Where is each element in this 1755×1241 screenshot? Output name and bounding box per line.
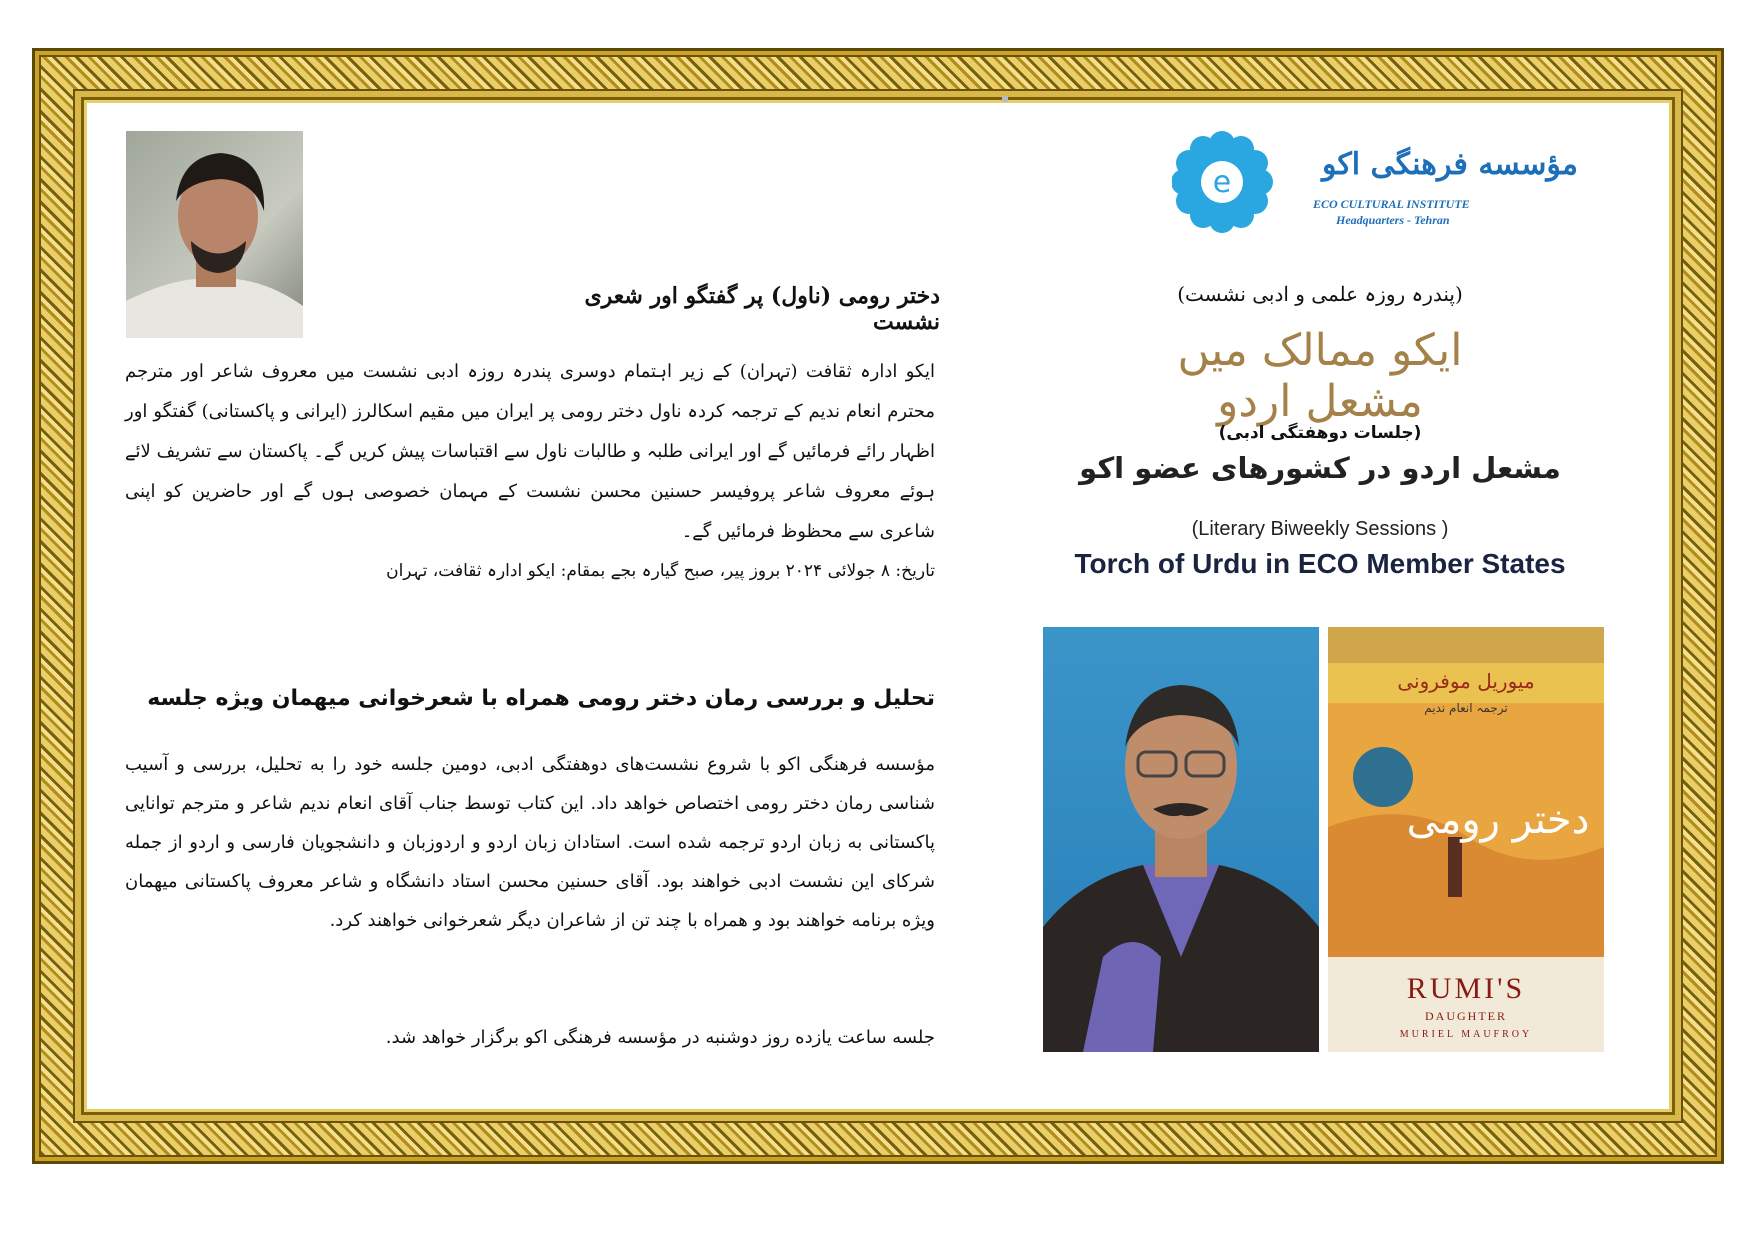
book-cover-image [1328,627,1604,1052]
fold-mark [1002,96,1008,102]
urdu-title: ایکو ممالک میں مشعل اردو [1177,325,1463,427]
urdu-subtitle: (پندرہ روزہ علمی و ادبی نشست) [1177,282,1463,306]
book-author-en: MURIEL MAUFROY [1399,1029,1533,1040]
book-title-urdu: دختر رومی [1406,797,1590,843]
english-title: Torch of Urdu in ECO Member States [1074,548,1566,579]
svg-text:e: e [1212,165,1232,200]
logo-name-en: ECO CULTURAL INSTITUTE [1313,197,1470,211]
persian-title: مشعل اردو در کشورهای عضو اکو [1079,451,1561,485]
persian-subtitle: (جلسات دوهفتگی ادبی) [1218,423,1422,443]
english-subtitle: (Literary Biweekly Sessions ) [1191,518,1449,540]
urdu-date-line: تاریخ: ۸ جولائی ۲۰۲۴ بروز پیر، صبح گیارہ بجے بمقام: ایکو ادارہ ثقافت، تہران [386,561,935,581]
persian-body: مؤسسه فرهنگی اکو با شروع نشست‌های دوهفتگی ادبی، دومین جلسه خود را به تحلیل، بررسی و آسیب شناسی رمان دختر رومی اختصاص خواهد داد. این کتاب توسط جناب آقای انعام ندیم شاعر و مترجم توانایی پاکستانی به زبان اردو ترجمه شده است. استادان زبان اردو و اردوزبان و دانشجویان فارسی و اردو از جمله شرکای این نشست ادبی خواهند بود. آقای حسنین محسن استاد دانشگاه و شاعر معروف پاکستانی میهمان ویژه برنامه خواهند بود و همراه با چند تن از شاعران دیگر شعرخوانی خواهند کرد. [125,754,935,931]
logo-location: Headquarters - Tehran [1336,213,1450,227]
persian-heading: تحلیل و بررسی رمان دختر رومی همراه با شعرخوانی میهمان ویژه جلسه [147,686,935,711]
book-title-en: RUMI'S [1406,972,1526,1005]
guest-portrait-photo [1043,627,1319,1052]
book-author-fa: میوریل موفرونی [1397,669,1535,693]
translator-portrait-photo [126,131,303,338]
urdu-heading: دختر رومی (ناول) پر گفتگو اور شعری نشست [584,283,940,335]
urdu-body: ایکو ادارہ ثقافت (تہران) کے زیر اہتمام دوسری پندرہ روزہ ادبی نشست میں معروف شاعر اور مترجم محترم انعام ندیم کے ترجمہ کردہ ناول دختر رومی پر ایران میں مقیم اسکالرز (ایرانی و پاکستانی) گفتگو اور اظہار رائے فرمائیں گے اور ایرانی طلبہ و طالبات ناول سے اقتباسات پیش کریں گے۔ پاکستان سے تشریف لائے ہوئے معروف شاعر پروفیسر حسنین محسن نشست کے مہمان خصوصی ہوں گے اور حاضرین کو اپنی شاعری سے محظوظ فرمائیں گے۔ [125,361,935,542]
logo-name-fa: مؤسسه فرهنگی اکو [1322,147,1578,182]
book-subtitle-en: DAUGHTER [1425,1009,1507,1023]
persian-footer: جلسه ساعت یازده روز دوشنبه در مؤسسه فرهنگی اکو برگزار خواهد شد. [385,1027,935,1048]
book-translator: ترجمہ انعام ندیم [1424,701,1508,715]
